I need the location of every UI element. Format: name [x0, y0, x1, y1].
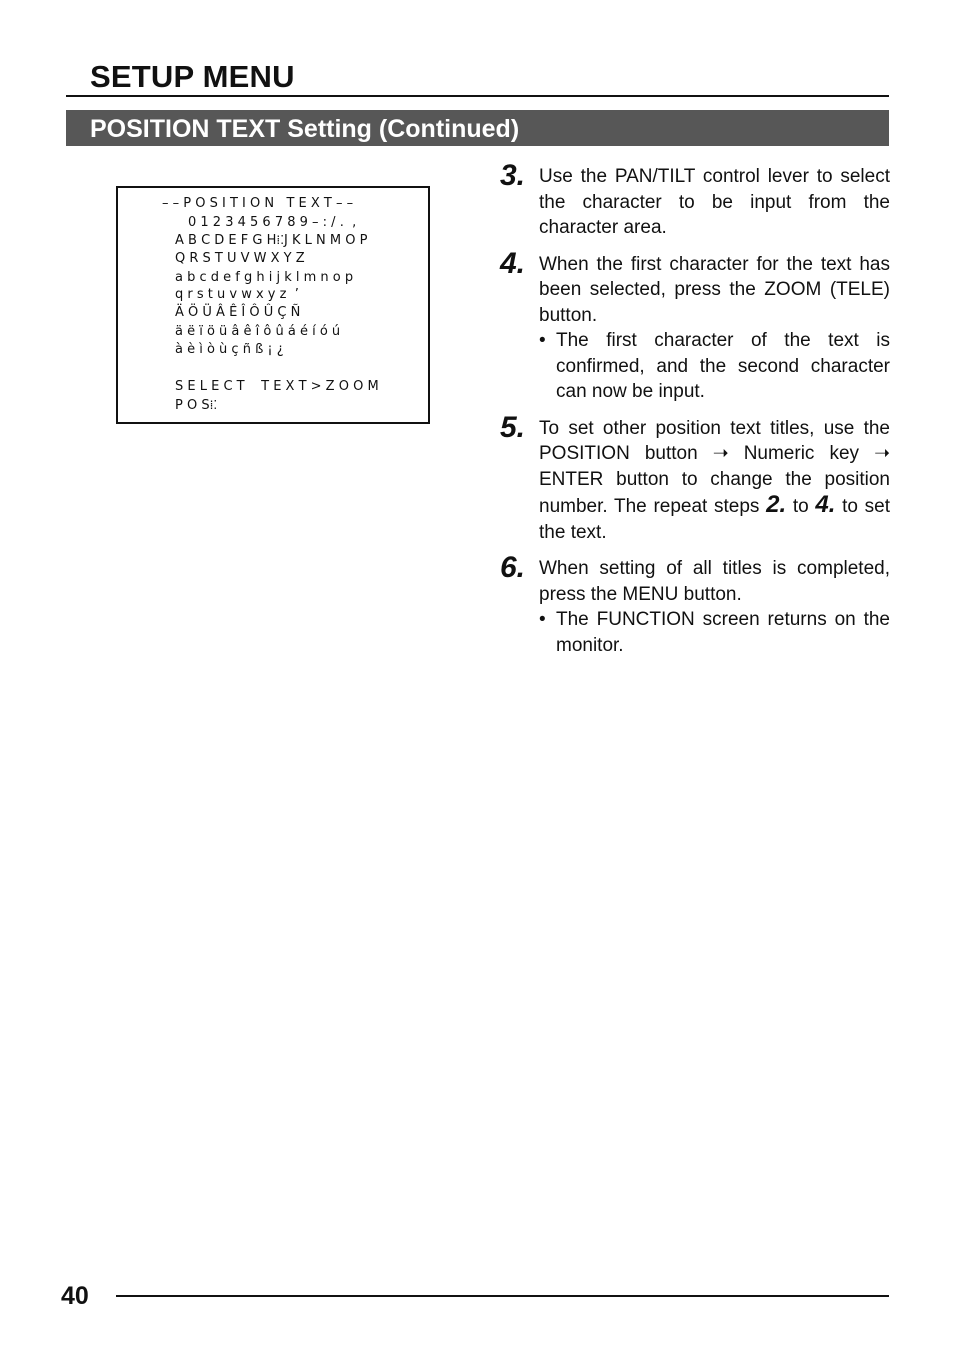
step-number: 5. — [500, 410, 526, 444]
page-number: 40 — [61, 1282, 89, 1310]
bullet-icon: • — [539, 609, 546, 630]
osd-screen — [116, 186, 430, 424]
osd-accented-lower-line-2: à è ì ò ù ç ñ ß ¡ ¿ — [175, 342, 284, 357]
step-reference: 4. — [815, 491, 836, 518]
step-6 — [500, 551, 890, 658]
osd-lowercase-line-2: q r s t u v w x y z ’ — [175, 287, 299, 302]
step-text — [539, 416, 890, 546]
osd-uppercase-part-2: J K L N M O P — [284, 233, 368, 248]
step-text-part: ENTER button to change the position number. The repeat steps — [539, 468, 890, 517]
step-text: When setting of all titles is completed, press the MENU button. — [539, 558, 890, 605]
osd-uppercase-part-1: A B C D E F G H — [175, 233, 277, 248]
step-note — [539, 328, 890, 405]
step-3 — [500, 159, 890, 241]
step-text-part: To set other position text titles, use the POSITION button — [539, 417, 890, 464]
step-text-part: to set the text. — [539, 496, 891, 543]
step-5 — [500, 410, 891, 546]
steps-list — [500, 159, 891, 669]
page-title: SETUP MENU — [90, 59, 295, 94]
step-text-part: to — [792, 496, 809, 517]
footer-rule — [116, 1295, 889, 1297]
osd-pos-label: P O S — [175, 398, 210, 413]
note-text: The FUNCTION screen returns on the monitor. — [556, 609, 890, 656]
osd-title-line: – – P O S I T I O N T E X T – – — [162, 196, 354, 211]
step-text: Use the PAN/TILT control lever to select the character to be input from the character area. — [539, 166, 890, 238]
osd-accented-lower-line-1: ä ë ï ö ü â ê î ô û á é í ó ú — [175, 324, 341, 339]
header-rule — [66, 95, 889, 97]
osd-select-line: S E L E C T T E X T > Z O O M — [175, 379, 379, 394]
osd-uppercase-line-1 — [175, 232, 367, 249]
osd-uppercase-line-2: Q R S T U V W X Y Z — [175, 251, 305, 266]
osd-digits-line: 0 1 2 3 4 5 6 7 8 9 – : / . , — [188, 215, 357, 230]
step-number: 4. — [500, 246, 526, 280]
section-bar — [66, 110, 889, 146]
step-reference: 2. — [766, 491, 787, 518]
note-text: The first character of the text is confirmed, and the second character can now be input. — [556, 330, 890, 402]
step-4 — [500, 246, 890, 405]
cursor-icon: ⁞⁚ — [276, 233, 285, 247]
arrow-icon: ➝ — [874, 443, 890, 464]
cursor-icon: ⁞⁚ — [209, 398, 218, 412]
osd-pos-line — [175, 397, 217, 414]
osd-lowercase-line-1: a b c d e f g h i j k l m n o p — [175, 270, 354, 285]
osd-accented-upper-line: Ä Ö Ü Â Ê Î Ô Û Ç Ñ — [175, 305, 301, 320]
bullet-icon: • — [539, 330, 546, 351]
section-title: POSITION TEXT Setting (Continued) — [90, 115, 520, 143]
arrow-icon: ➝ — [712, 443, 729, 464]
step-text: When the first character for the text has been selected, press the ZOOM (TELE) button. — [539, 253, 890, 326]
step-number: 6. — [500, 551, 526, 584]
step-note — [539, 607, 890, 658]
step-text-part: Numeric key — [743, 443, 860, 464]
step-number: 3. — [500, 159, 526, 192]
